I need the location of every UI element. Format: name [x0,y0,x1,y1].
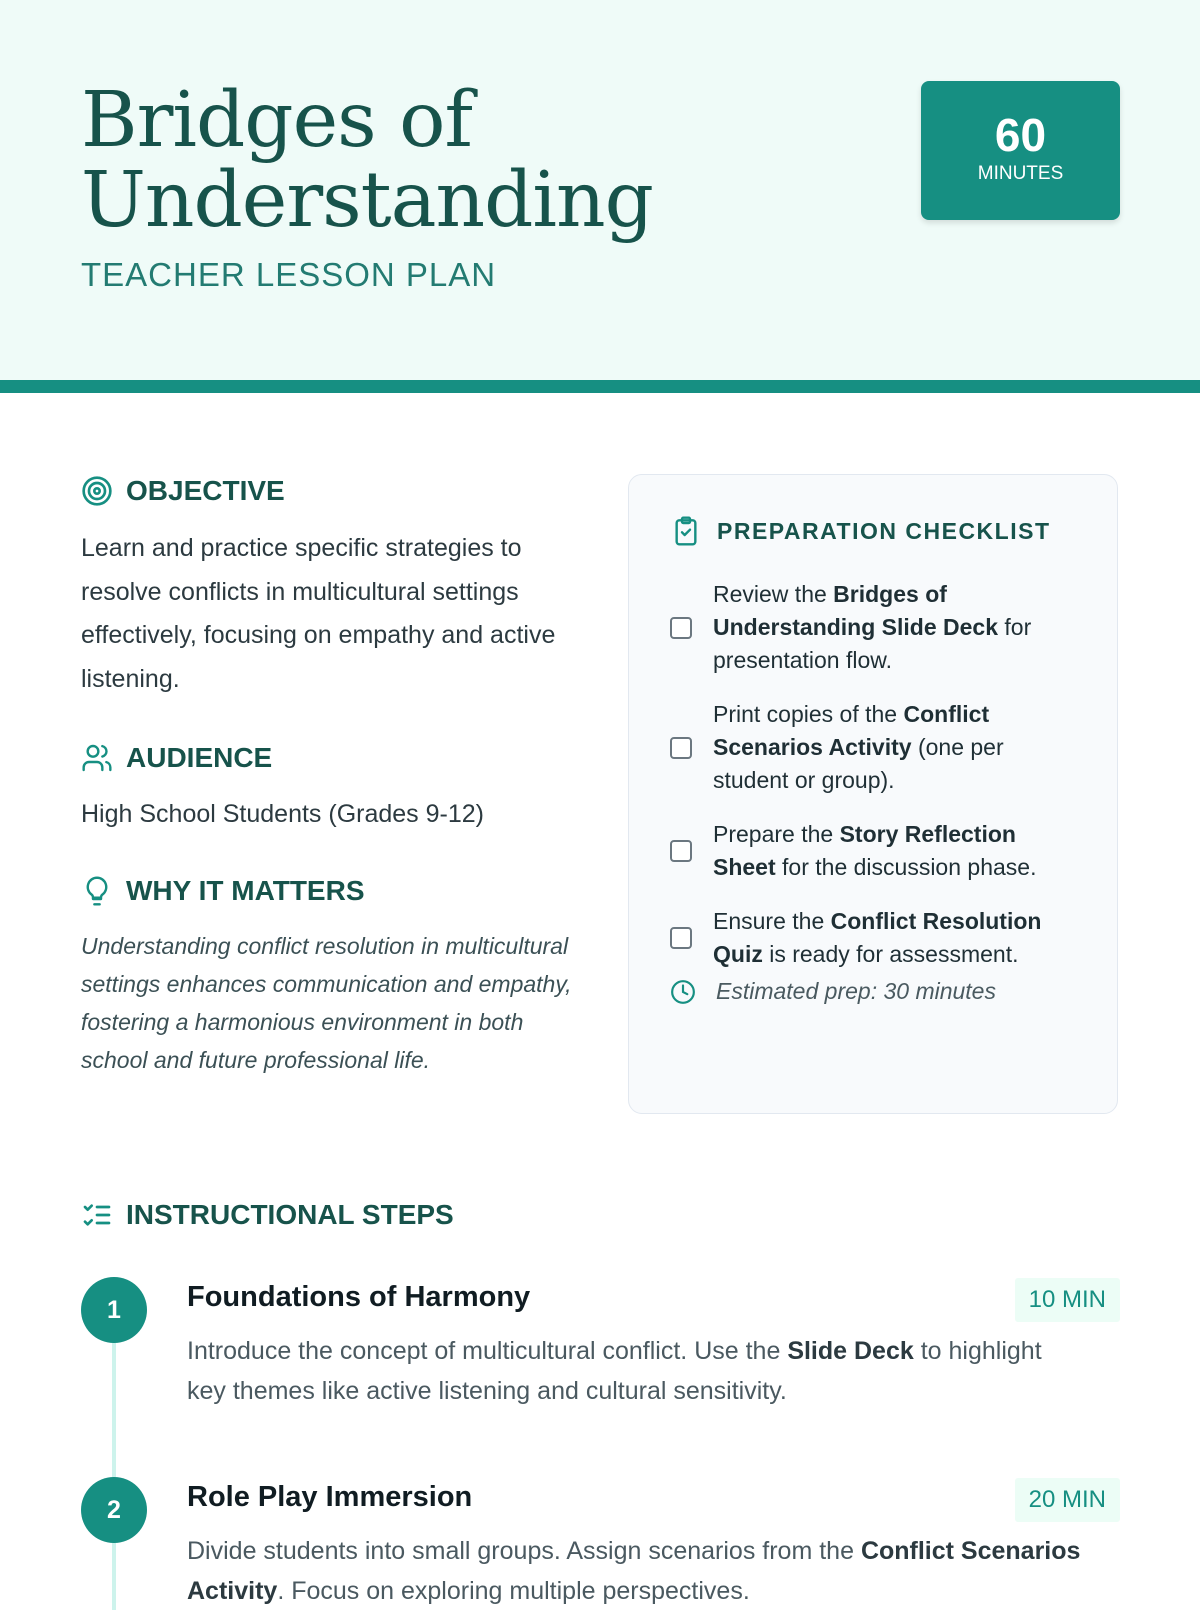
checklist-item-text: Print copies of the Conflict Scenarios Activity (one per student or group). [713,701,1004,793]
title-line-2: Understanding [81,156,653,245]
checkbox[interactable] [670,840,692,862]
step-title: Role Play Immersion [187,1481,473,1513]
checkbox[interactable] [670,617,692,639]
step-duration-badge: 10 MIN [1015,1278,1120,1322]
why-heading [81,875,365,907]
title-line-1: Bridges of [81,76,473,165]
checklist-item[interactable] [670,905,1070,971]
prep-estimate-text: Estimated prep: 30 minutes [716,978,996,1004]
audience-title: AUDIENCE [126,742,273,773]
step-title: Foundations of Harmony [187,1281,531,1313]
target-icon [81,475,113,507]
duration-unit: MINUTES [977,163,1064,184]
checklist-item-text: Prepare the Story Reflection Sheet for the discussion phase. [713,821,1037,880]
lightbulb-icon [81,875,113,907]
page-subtitle: TEACHER LESSON PLAN [81,256,497,293]
checklist-heading [670,515,1051,547]
checklist-item[interactable] [670,698,1070,797]
clock-icon [670,979,696,1005]
preparation-checklist-card [628,474,1118,1114]
clipboard-check-icon [670,515,702,547]
objective-text: Learn and practice specific strategies to resolve conflicts in multicultural settings effectively, focusing on empathy and active listening. [81,534,556,693]
step-number: 2 [81,1477,147,1543]
checklist-item[interactable] [670,578,1070,677]
checklist-item-text: Review the Bridges of Understanding Slide Deck for presentation flow. [713,581,1032,673]
why-title: WHY IT MATTERS [126,875,365,906]
steps-heading [81,1199,454,1231]
checkbox[interactable] [670,927,692,949]
checklist-item-text: Ensure the Conflict Resolution Quiz is ready for assessment. [713,908,1042,967]
checklist-item[interactable] [670,818,1070,884]
step-description: Introduce the concept of multicultural conflict. Use the Slide Deck to highlight key themes like active listening and cultural sensitivity. [187,1337,1042,1405]
checklist-title: PREPARATION CHECKLIST [717,517,1051,544]
audience-heading [81,742,272,774]
users-icon [81,742,113,774]
prep-estimate [670,978,996,1005]
objective-heading [81,475,285,507]
duration-badge [921,81,1120,220]
steps-title: INSTRUCTIONAL STEPS [126,1199,454,1230]
list-checks-icon [81,1199,113,1231]
why-text: Understanding conflict resolution in multicultural settings enhances communication and empathy, fostering a harmonious environment in both school and future professional life. [81,933,572,1073]
checkbox[interactable] [670,737,692,759]
step-number: 1 [81,1277,147,1343]
step-description: Divide students into small groups. Assign scenarios from the Conflict Scenarios Activity. Focus on exploring multiple perspectives. [187,1537,1081,1605]
timeline-line [112,1320,116,1610]
page-title [81,76,653,245]
objective-title: OBJECTIVE [126,475,285,506]
duration-value: 60 [994,109,1047,161]
header-banner [0,0,1200,393]
step-duration-badge: 20 MIN [1015,1478,1120,1522]
audience-text: High School Students (Grades 9-12) [81,800,484,828]
